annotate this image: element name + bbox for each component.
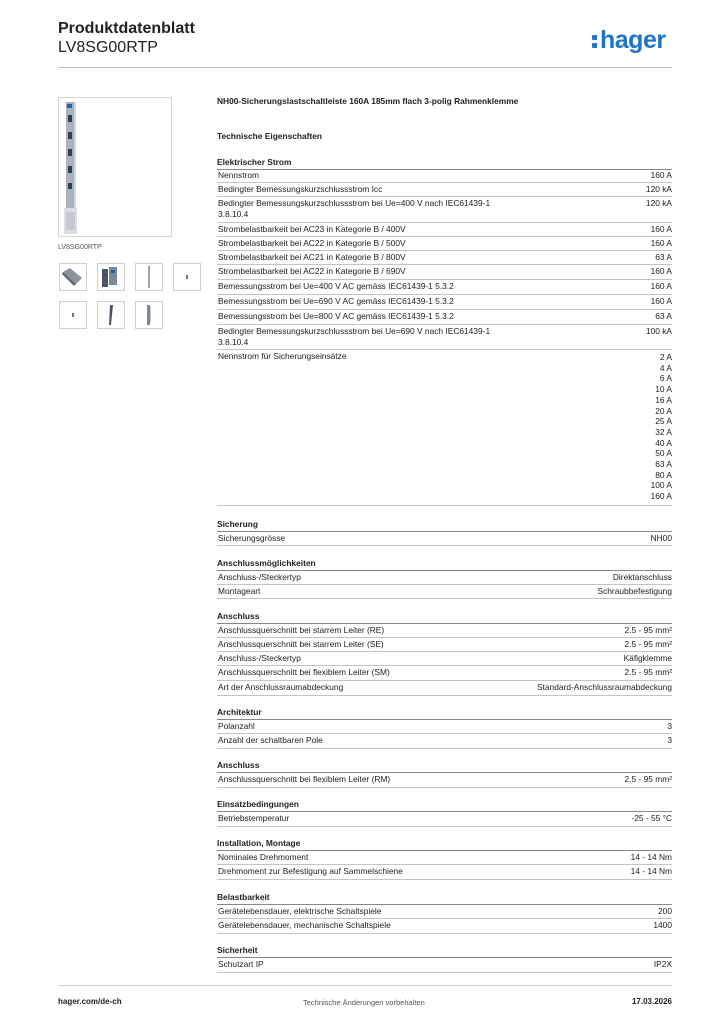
- spec-row: [217, 638, 672, 652]
- spec-label: Nennstrom: [218, 170, 259, 180]
- spec-value: 2.5 - 95 mm²: [624, 639, 672, 649]
- spec-row: [217, 905, 672, 919]
- spec-value: 14 - 14 Nm: [630, 852, 672, 862]
- thumbnail-1[interactable]: [59, 263, 87, 291]
- thumbnail-image-icon: [98, 264, 124, 290]
- spec-label: Bedingter Bemessungskurzschlussstrom bei Ue=400 V nach IEC61439-1 3.8.10.4: [218, 198, 491, 219]
- spec-label: Sicherungsgrösse: [218, 533, 286, 543]
- spec-row: [217, 265, 672, 280]
- spec-label: Gerätelebensdauer, mechanische Schaltspiele: [218, 920, 391, 930]
- thumbnail-image-icon: [60, 264, 86, 290]
- spec-row: [217, 571, 672, 585]
- spec-row: [217, 652, 672, 666]
- spec-label: Bedingter Bemessungskurzschlussstrom Icc: [218, 184, 383, 194]
- product-title: NH00-Sicherungslastschaltleiste 160A 185mm flach 3-polig Rahmenklemme: [217, 96, 519, 106]
- spec-label: Anschluss-/Steckertyp: [218, 572, 301, 582]
- thumbnail-image-icon: [60, 302, 86, 328]
- spec-label: Drehmoment zur Befestigung auf Sammelschiene: [218, 866, 403, 876]
- spec-label: Anschlussquerschnitt bei flexiblem Leiter (SM): [218, 667, 390, 677]
- thumbnail-4[interactable]: [173, 263, 201, 291]
- spec-label: Strombelastbarkeit bei AC23 in Kategorie B / 400V: [218, 224, 406, 234]
- thumbnail-image-icon: [174, 264, 200, 290]
- spec-row: [217, 237, 672, 251]
- section-title-belastbarkeit: Belastbarkeit: [217, 892, 672, 905]
- spec-label: Polanzahl: [218, 721, 255, 731]
- spec-value: 63 A: [655, 252, 672, 262]
- spec-label: Strombelastbarkeit bei AC22 in Kategorie B / 500V: [218, 238, 406, 248]
- logo-text: hager: [600, 26, 666, 54]
- spec-label: Gerätelebensdauer, elektrische Schaltspiele: [218, 906, 382, 916]
- section-title-architektur: Architektur: [217, 707, 672, 720]
- product-sku: LV8SG00RTP: [58, 39, 158, 56]
- section-title-sicherung: Sicherung: [217, 519, 672, 532]
- section-title-anschluss: Anschluss: [217, 611, 672, 624]
- spec-value: 63 A: [655, 311, 672, 321]
- section-title-einsatzbedingungen: Einsatzbedingungen: [217, 799, 672, 812]
- spec-label: Anschluss-/Steckertyp: [218, 653, 301, 663]
- spec-value: Direktanschluss: [612, 572, 672, 582]
- header-divider: [58, 67, 672, 68]
- spec-value: 200: [658, 906, 672, 916]
- spec-label: Art der Anschlussraumabdeckung: [218, 682, 344, 692]
- spec-value: Schraubbefestigung: [597, 586, 672, 596]
- spec-label: Bedingter Bemessungskurzschlussstrom bei Ue=690 V nach IEC61439-1 3.8.10.4: [218, 326, 491, 347]
- footer-divider: [58, 985, 672, 986]
- spec-row: [217, 851, 672, 865]
- spec-row: [217, 223, 672, 237]
- spec-value: 160 A: [650, 170, 672, 180]
- spec-row: [217, 773, 672, 788]
- spec-label: Anzahl der schaltbaren Pole: [218, 735, 323, 745]
- spec-value: 100 kA: [645, 326, 672, 336]
- section-title-anschlussmoeglichkeiten: Anschlussmöglichkeiten: [217, 558, 672, 571]
- spec-value: Standard-Anschlussraumabdeckung: [536, 682, 672, 692]
- spec-label: Strombelastbarkeit bei AC21 in Kategorie B / 800V: [218, 252, 406, 262]
- spec-value: 160 A: [650, 238, 672, 248]
- spec-row: [217, 812, 672, 827]
- spec-row: [217, 183, 672, 197]
- thumbnail-7[interactable]: [135, 301, 163, 329]
- spec-label: Betriebstemperatur: [218, 813, 290, 823]
- section-title-anschluss-2: Anschluss: [217, 760, 672, 773]
- thumbnail-image-icon: [136, 264, 162, 290]
- product-image[interactable]: [58, 97, 172, 237]
- product-image-icon: [59, 98, 171, 236]
- spec-label: Bemessungsstrom bei Ue=400 V AC gemäss IEC61439-1 5.3.2: [218, 281, 454, 291]
- logo-dots-icon: [592, 31, 598, 51]
- tech-properties-title: Technische Eigenschaften: [217, 131, 323, 141]
- thumbnail-5[interactable]: [59, 301, 87, 329]
- doc-title: Produktdatenblatt: [58, 20, 195, 37]
- spec-value: IP2X: [653, 959, 672, 969]
- spec-label: Nennstrom für Sicherungseinsätze: [218, 351, 347, 361]
- spec-row: [217, 251, 672, 265]
- spec-row: [217, 734, 672, 749]
- thumbnail-2[interactable]: [97, 263, 125, 291]
- spec-row: [217, 280, 672, 295]
- spec-value: Käfigklemme: [623, 653, 672, 663]
- spec-value: 160 A: [650, 296, 672, 306]
- thumbnail-6[interactable]: [97, 301, 125, 329]
- spec-row: [217, 532, 672, 546]
- section-title-sicherheit: Sicherheit: [217, 945, 672, 958]
- spec-value: 3: [667, 735, 672, 745]
- spec-row: [217, 310, 672, 325]
- spec-value: 120 kA: [645, 184, 672, 194]
- spec-row: [217, 585, 672, 599]
- spec-label: Anschlussquerschnitt bei starrem Leiter (RE): [218, 625, 385, 635]
- spec-value: 2.5 - 95 mm²: [624, 667, 672, 677]
- spec-row: [217, 865, 672, 880]
- footer-date: 17.03.2026: [631, 997, 672, 1006]
- spec-row: [217, 720, 672, 734]
- spec-value: 2.5 - 95 mm²: [624, 774, 672, 784]
- spec-value: 14 - 14 Nm: [630, 866, 672, 876]
- spec-value: 160 A: [650, 281, 672, 291]
- hager-logo[interactable]: [592, 26, 666, 54]
- section-title-elektrischer-strom: Elektrischer Strom: [217, 157, 672, 170]
- spec-row: [217, 958, 672, 973]
- spec-value: NH00: [650, 533, 672, 543]
- spec-label: Anschlussquerschnitt bei starrem Leiter (SE): [218, 639, 384, 649]
- footer-website-link[interactable]: hager.com/de-ch: [58, 997, 122, 1006]
- product-image-caption: LV8SG00RTP: [58, 244, 102, 251]
- thumbnail-image-icon: [98, 302, 124, 328]
- page-header: [0, 0, 724, 70]
- thumbnail-3[interactable]: [135, 263, 163, 291]
- spec-label: Nominales Drehmoment: [218, 852, 309, 862]
- spec-value: -25 - 55 °C: [631, 813, 672, 823]
- spec-label: Montageart: [218, 586, 261, 596]
- spec-row: [217, 197, 672, 223]
- thumbnail-image-icon: [136, 302, 162, 328]
- spec-value: 3: [667, 721, 672, 731]
- spec-label: Anschlussquerschnitt bei flexiblem Leiter (RM): [218, 774, 391, 784]
- spec-row: [217, 919, 672, 934]
- spec-row: [217, 624, 672, 638]
- spec-label: Bemessungsstrom bei Ue=690 V AC gemäss IEC61439-1 5.3.2: [218, 296, 454, 306]
- product-content: [217, 96, 672, 141]
- spec-row: [217, 350, 672, 506]
- spec-row: [217, 169, 672, 183]
- spec-row: [217, 681, 672, 696]
- section-title-installation: Installation, Montage: [217, 838, 672, 851]
- spec-row: [217, 666, 672, 681]
- spec-value: 160 A: [650, 224, 672, 234]
- spec-row: [217, 325, 672, 350]
- footer-notice: Technische Änderungen vorbehalten: [303, 998, 425, 1007]
- spec-value: 120 kA: [645, 198, 672, 208]
- spec-value-list: 2 A 4 A 6 A 10 A 16 A 20 A 25 A 32 A 40 A 50 A 63 A 80 A 100 A 160 A: [650, 352, 672, 502]
- spec-value: 2.5 - 95 mm²: [624, 625, 672, 635]
- spec-label: Bemessungsstrom bei Ue=800 V AC gemäss IEC61439-1 5.3.2: [218, 311, 454, 321]
- spec-value: 1400: [653, 920, 672, 930]
- spec-label: Schutzart IP: [218, 959, 264, 969]
- spec-label: Strombelastbarkeit bei AC22 in Kategorie B / 690V: [218, 266, 406, 276]
- spec-value: 160 A: [650, 266, 672, 276]
- spec-row: [217, 295, 672, 310]
